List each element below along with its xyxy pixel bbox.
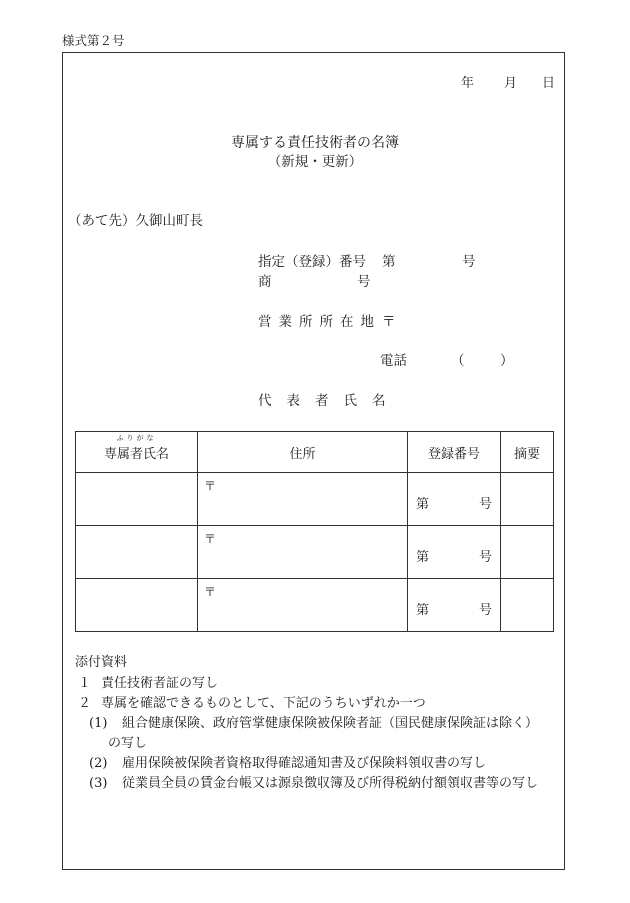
document-subtitle: （新規・更新） — [267, 154, 363, 170]
registration-cell[interactable] — [408, 526, 501, 579]
reg-dai: 第 — [416, 603, 430, 618]
header-registration-number: 登録番号 — [408, 432, 501, 473]
phone-paren-open: （ — [451, 353, 465, 369]
attachment-subitem-text: 組合健康保険、政府管掌健康保険被保険者証（国民健康保険証は除く） — [122, 716, 539, 731]
staff-name-ruby: ふりがな — [116, 433, 157, 442]
reg-go: 号 — [478, 603, 492, 618]
header-address: 住所 — [198, 432, 408, 473]
phone-paren-close: ） — [500, 353, 514, 369]
designation-dai: 第 — [382, 254, 396, 270]
staff-name-with-ruby — [103, 433, 169, 462]
designation-go: 号 — [462, 254, 476, 270]
attachments-title: 添付資料 — [75, 655, 128, 670]
staff-name-cell[interactable] — [76, 579, 198, 632]
postal-mark: 〒 — [204, 532, 217, 546]
attachment-subitem-number: (2) — [89, 756, 108, 771]
postal-mark: 〒 — [204, 479, 217, 493]
attachment-subitem-number: (3) — [89, 776, 108, 791]
remarks-cell[interactable] — [501, 579, 554, 632]
header-staff-name — [76, 432, 198, 473]
addressee: （あて先）久御山町長 — [68, 213, 203, 229]
reg-go: 号 — [478, 550, 492, 565]
header-remarks: 摘要 — [501, 432, 554, 473]
remarks-cell[interactable] — [501, 473, 554, 526]
table-row — [76, 473, 554, 526]
reg-go: 号 — [478, 497, 492, 512]
designation-number-label: 指定（登録）番号 — [258, 254, 366, 270]
table-header-row — [76, 432, 554, 473]
reg-dai: 第 — [416, 497, 430, 512]
postal-mark: 〒 — [204, 585, 217, 599]
trade-name-label-1: 商 — [258, 274, 272, 290]
remarks-cell[interactable] — [501, 526, 554, 579]
staff-name-cell[interactable] — [76, 473, 198, 526]
phone-label: 電話 — [380, 353, 407, 369]
document-title: 専属する責任技術者の名簿 — [231, 135, 399, 151]
date-day: 日 — [542, 76, 556, 91]
attachment-subitem-number: (1) — [89, 716, 108, 731]
address-cell[interactable] — [198, 579, 408, 632]
attachment-item-number: ２ — [78, 696, 92, 711]
table-row — [76, 526, 554, 579]
reg-dai: 第 — [416, 550, 430, 565]
registration-cell[interactable] — [408, 473, 501, 526]
office-postal-mark: 〒 — [382, 314, 396, 330]
address-cell[interactable] — [198, 526, 408, 579]
attachment-subitem-text: 雇用保険被保険者資格取得確認通知書及び保険料領収書の写し — [122, 756, 487, 771]
attachment-item-text: 専属を確認できるものとして、下記のうちいずれか一つ — [101, 696, 426, 711]
date-year: 年 — [461, 76, 475, 91]
staff-name-header-text: 専属者氏名 — [103, 446, 169, 462]
attachment-subitem-text: 従業員全員の賃金台帳又は源泉徴収簿及び所得税納付額領収書等の写し — [122, 776, 539, 791]
address-cell[interactable] — [198, 473, 408, 526]
registration-cell[interactable] — [408, 579, 501, 632]
attachment-subitem-text: の写し — [108, 736, 148, 751]
form-number: 様式第２号 — [62, 33, 125, 48]
staff-register-table — [75, 431, 554, 632]
table-row — [76, 579, 554, 632]
attachment-item-text: 責任技術者証の写し — [101, 676, 219, 691]
representative-name-label: 代表者氏名 — [258, 393, 401, 409]
trade-name-label-2: 号 — [357, 274, 371, 290]
staff-name-cell[interactable] — [76, 526, 198, 579]
attachment-item-number: １ — [78, 676, 92, 691]
date-month: 月 — [504, 76, 518, 91]
office-address-label: 営業所所在地 — [258, 314, 381, 330]
